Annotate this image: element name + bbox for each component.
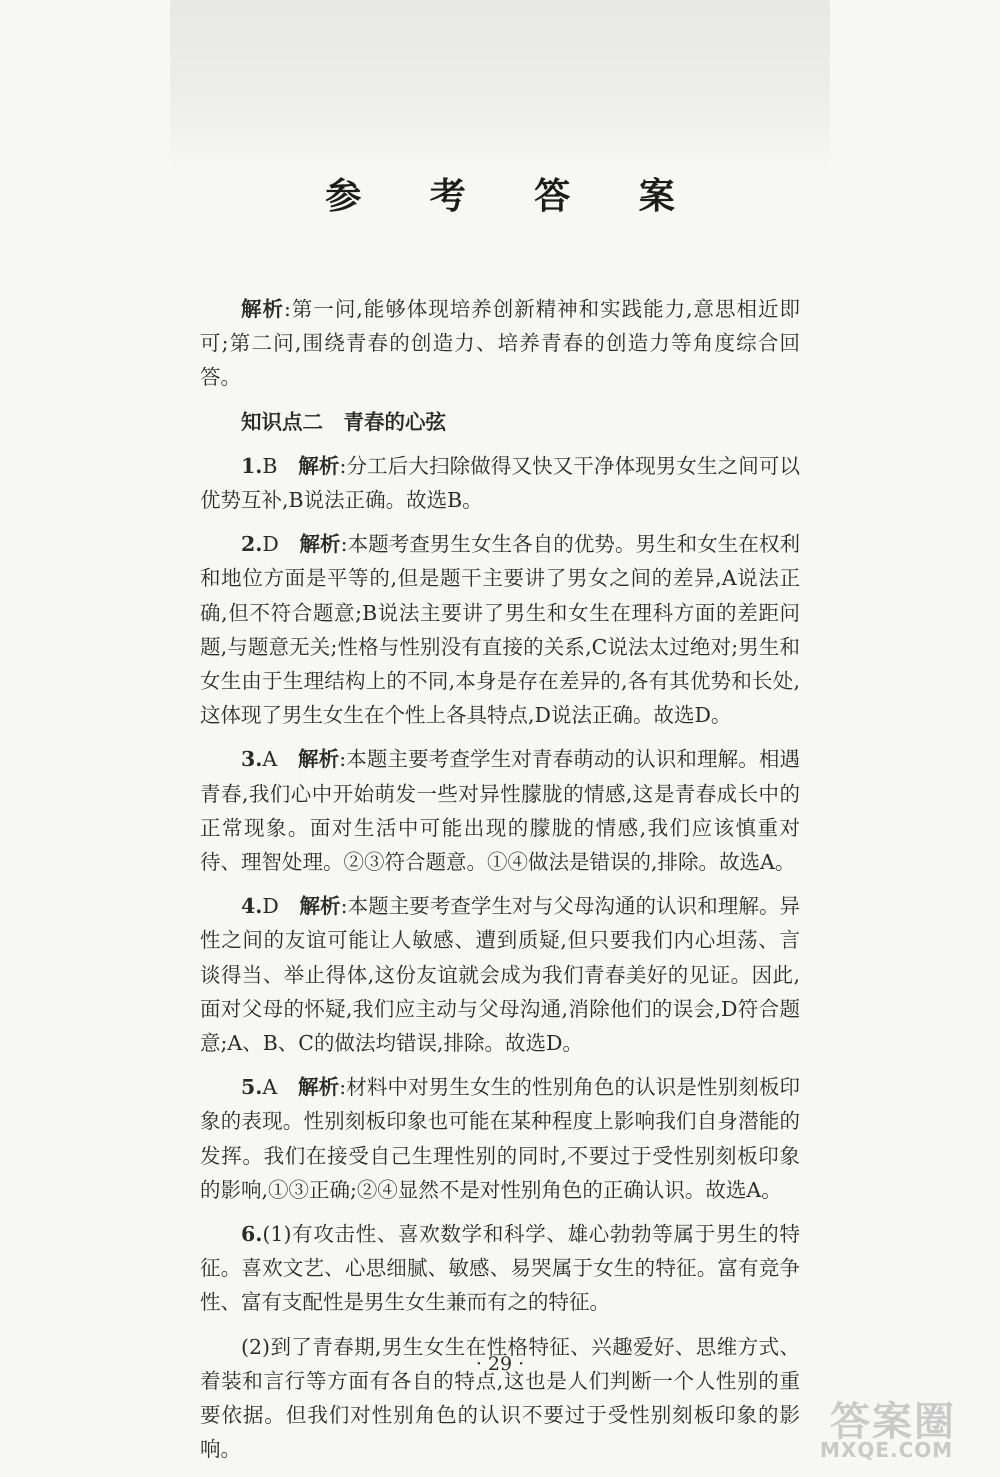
analysis-label: 解析 [297, 747, 340, 772]
analysis-label: 解析 [297, 1075, 340, 1100]
intro-text: :第一问,能够体现培养创新精神和实践能力,意思相近即可;第二问,围绕青春的创造力、培养青春的创造力等角度综合回答。 [200, 297, 800, 390]
analysis-label: 解析 [298, 453, 340, 478]
watermark-text: 答案圈 [830, 1399, 956, 1445]
analysis-label: 解析 [299, 532, 341, 557]
answer-number: 2. [241, 532, 263, 557]
answer-letter: B [262, 453, 278, 478]
analysis-label: 解析 [299, 894, 341, 919]
page-number: · 29 · [475, 1353, 525, 1375]
answer-letter: A [262, 747, 278, 772]
page-title: 参 考 答 案 [325, 175, 703, 217]
answer-item-3 [200, 742, 800, 879]
section-heading: 知识点二 青春的心弦 [241, 409, 446, 434]
answer-text: :本题主要考查学生对青春萌动的认识和理解。相遇青春,我们心中开始萌发一些对异性朦胧的情感,这是青春成长中的正常现象。面对生活中可能出现的朦胧的情感,我们应该慎重对待、理智处理。②③符合题意。①④做法是错误的,排除。故选A。 [200, 747, 801, 875]
answer-item-6 [200, 1217, 800, 1320]
intro-paragraph [200, 292, 800, 395]
answer-letter: A [262, 1075, 278, 1100]
answer-part-1: (1)有攻击性、喜欢数学和科学、雄心勃勃等属于男生的特征。喜欢文艺、心思细腻、敏感、易哭属于女生的特征。富有竞争性、富有支配性是男生女生兼而有之的特征。 [200, 1222, 800, 1315]
answer-text: :分工后大扫除做得又快又干净体现男女生之间可以优势互补,B说法正确。故选B。 [200, 453, 801, 513]
answer-letter: D [262, 894, 279, 919]
answer-number: 5. [241, 1075, 263, 1100]
answer-text: :材料中对男生女生的性别角色的认识是性别刻板印象的表现。性别刻板印象也可能在某种程度上影响我们自身潜能的发挥。我们在接受自己生理性别的同时,不要过于受性别刻板印象的影响,①③正确;②④显然不是对性别角色的正确认识。故选A。 [200, 1075, 801, 1202]
answer-text: :本题考查男生女生各自的优势。男生和女生在权利和地位方面是平等的,但是题干主要讲了男女之间的差异,A说法正确,但不符合题意;B说法主要讲了男生和女生在理科方面的差距问题,与题意无关;性格与性别没有直接的关系,C说法太过绝对;男生和女生由于生理结构上的不同,本身是存在差异的,各有其优势和长处,这体现了男生女生在个性上各具特点,D说法正确。故选D。 [200, 532, 801, 728]
answer-item-2 [200, 527, 800, 732]
answer-number: 1. [241, 453, 263, 478]
answer-text: :本题主要考查学生对与父母沟通的认识和理解。异性之间的友谊可能让人敏感、遭到质疑,但只要我们内心坦荡、言谈得当、举止得体,这份友谊就会成为我们青春美好的见证。因此,面对父母的怀疑,我们应主动与父母沟通,消除他们的误会,D符合题意;A、B、C的做法均错误,排除。故选D。 [200, 894, 801, 1056]
answer-number: 6. [241, 1222, 263, 1247]
watermark-url: MXQE.COM [820, 1438, 954, 1462]
answer-number: 4. [241, 894, 263, 919]
answer-letter: D [262, 532, 279, 557]
scan-shadow [170, 0, 830, 175]
answer-content [200, 292, 800, 1477]
analysis-label: 解析 [241, 297, 284, 321]
answer-item-4 [200, 889, 800, 1060]
watermark-logo [790, 1390, 990, 1470]
answer-item-5 [200, 1070, 800, 1207]
answer-item-1 [200, 449, 800, 517]
answer-item-6-part-2: (2)到了青春期,男生女生在性格特征、兴趣爱好、思维方式、着装和言行等方面有各自的特点,这也是人们判断一个人性别的重要依据。但我们对性别角色的认识不要过于受性别刻板印象的影响。 [200, 1334, 800, 1462]
answer-number: 3. [241, 747, 263, 772]
